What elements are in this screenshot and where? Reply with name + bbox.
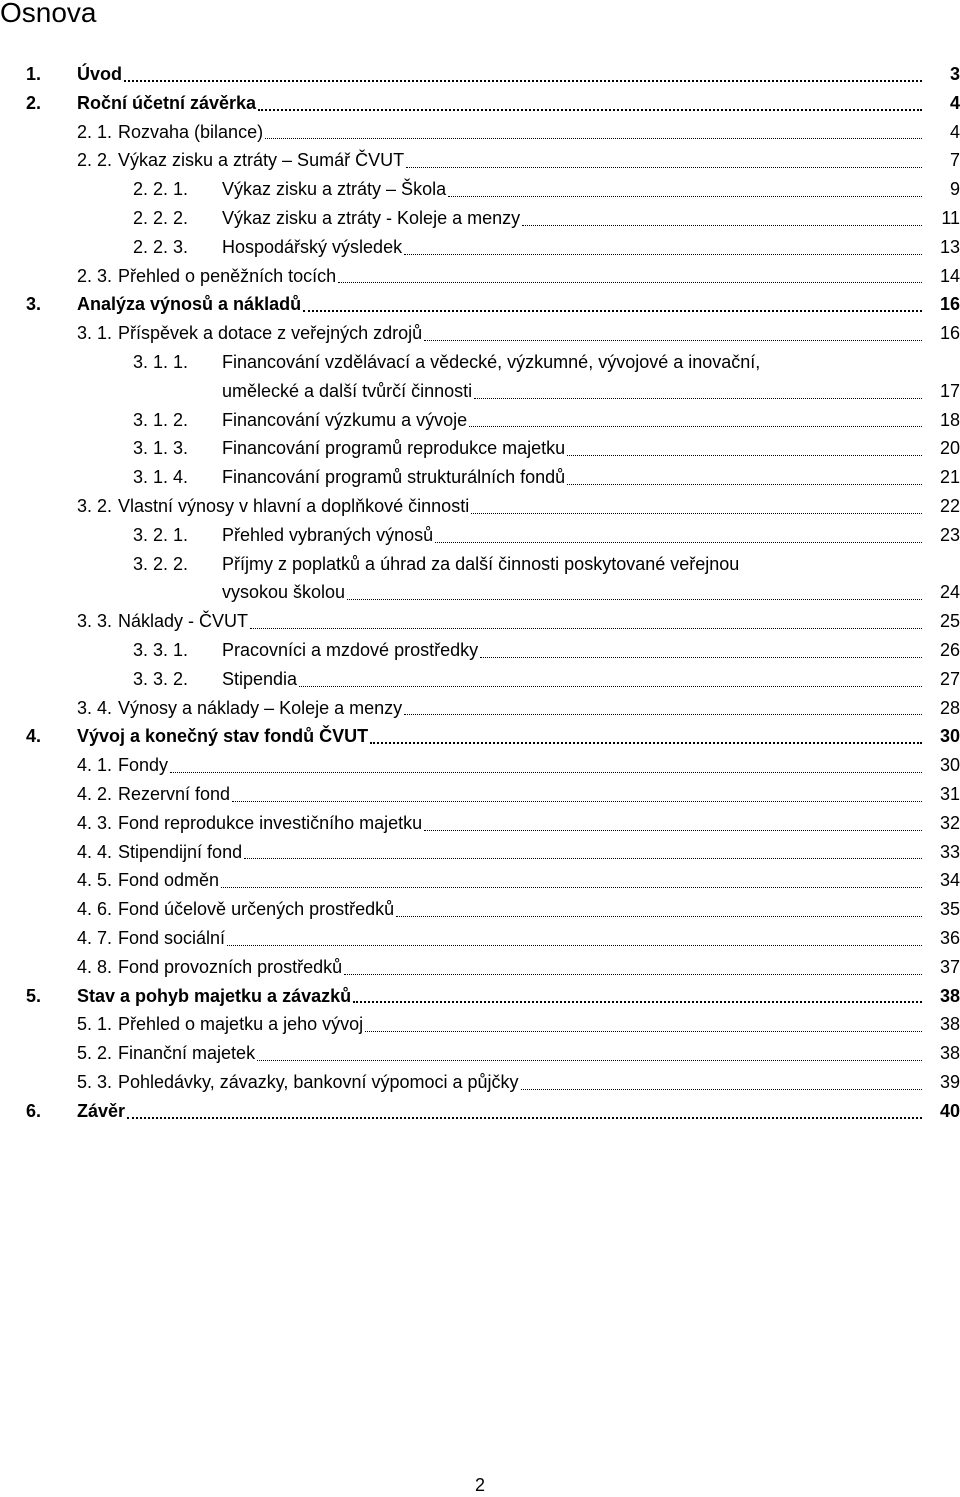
toc-entry[interactable]: [0, 982, 960, 1011]
toc-entry-label: Roční účetní závěrka: [77, 92, 257, 113]
toc-entry-page: 14: [939, 265, 960, 286]
toc-entry-title: [222, 233, 926, 262]
toc-entry-title: [222, 434, 926, 463]
dot-leader: [338, 282, 922, 283]
toc-entry-label: Fond provozních prostředků: [118, 956, 343, 977]
toc-entry-label: Výkaz zisku a ztráty – Sumář ČVUT: [118, 150, 405, 171]
toc-entry-page: 25: [939, 611, 960, 632]
toc-entry-page: 22: [939, 496, 960, 516]
toc-entry-label: Fond reprodukce investičního majetku: [118, 812, 423, 833]
toc-entry-number: 4. 5.: [77, 870, 113, 891]
toc-entry-page: 4: [949, 121, 960, 142]
toc-entry-title: [77, 60, 926, 89]
toc-entry[interactable]: [0, 406, 960, 435]
toc-entry-page: 21: [939, 467, 960, 488]
toc-entry-title: [222, 175, 926, 204]
toc-entry-label: Výnosy a náklady – Koleje a menzy: [118, 697, 403, 718]
toc-entry-page: 40: [939, 1100, 960, 1121]
toc-entry-label: Financování vzdělávací a vědecké, výzkumné, vývojové a inovační,: [222, 352, 761, 372]
toc-entry-number: 4. 7.: [77, 928, 113, 948]
toc-entry[interactable]: [0, 434, 960, 463]
toc-entry-page: 18: [939, 409, 960, 430]
toc-entry-label: Příjmy z poplatků a úhrad za další činnosti poskytované veřejnou: [222, 553, 740, 574]
toc-entry-title: [118, 809, 926, 838]
toc-entry-title: [77, 982, 926, 1011]
toc-entry-page: 30: [939, 755, 960, 776]
dot-leader: [396, 916, 922, 917]
toc-entry-number: 6.: [26, 1100, 42, 1121]
toc-entry-number: 4. 1.: [77, 755, 113, 776]
toc-entry-label: Hospodářský výsledek: [222, 236, 403, 257]
toc-entry-number: 3. 4.: [77, 697, 113, 718]
toc-entry-title: [118, 1068, 926, 1097]
toc-entry-label: Přehled o peněžních tocích: [118, 265, 337, 286]
toc-entry-number: 3. 2.: [77, 496, 113, 516]
toc-entry[interactable]: [0, 319, 960, 348]
dot-leader: [424, 340, 922, 341]
toc-entry-page: 32: [939, 812, 960, 833]
dot-leader: [474, 398, 922, 399]
dot-leader: [365, 1031, 922, 1032]
toc-entry-number: 2. 2. 1.: [133, 179, 189, 200]
toc-entry-number: 3.: [26, 294, 42, 315]
dot-leader: [257, 1060, 922, 1061]
toc-entry-page: 27: [939, 668, 960, 689]
toc-entry[interactable]: [0, 895, 960, 924]
toc-entry-title: [118, 1039, 926, 1068]
toc-entry-title: [222, 636, 926, 665]
dot-leader: [404, 254, 922, 255]
dot-leader: [265, 138, 922, 139]
toc-entry-title: [222, 377, 926, 406]
toc-entry-title: [118, 838, 926, 867]
dot-leader: [448, 196, 922, 197]
toc-entry-label: Rezervní fond: [118, 784, 231, 804]
toc-entry-number: 3. 2. 1.: [133, 524, 189, 545]
toc-entry-label: Výkaz zisku a ztráty - Koleje a menzy: [222, 208, 521, 228]
toc-entry[interactable]: [0, 492, 960, 521]
toc-entry-number: 3. 1. 3.: [133, 438, 189, 459]
toc-entry[interactable]: [0, 866, 960, 895]
toc-entry-title: [118, 607, 926, 636]
toc-entry-label-continuation: vysokou školou: [222, 582, 346, 603]
dot-leader: [250, 628, 922, 629]
toc-entry-title: [222, 348, 926, 377]
toc-entry-label: Výkaz zisku a ztráty – Škola: [222, 179, 447, 200]
toc-entry-number: 2. 3.: [77, 265, 113, 286]
toc-entry[interactable]: [0, 780, 960, 809]
toc-entry-label: Fond účelově určených prostředků: [118, 899, 395, 920]
dot-leader: [299, 686, 922, 687]
dot-leader: [471, 513, 922, 514]
toc-entry-label: Rozvaha (bilance): [118, 121, 264, 142]
toc-entry-label: Analýza výnosů a nákladů: [77, 294, 302, 315]
toc-entry-page: 16: [939, 294, 960, 315]
dot-leader: [244, 858, 922, 859]
dot-leader: [521, 1089, 922, 1090]
page-title: Osnova: [0, 0, 97, 28]
dot-leader: [567, 455, 922, 456]
toc-entry-number: 1.: [26, 64, 42, 84]
toc-entry-title: [222, 406, 926, 435]
toc-entry-page: 30: [939, 726, 960, 747]
toc-entry-number: 5. 3.: [77, 1072, 113, 1092]
toc-entry-label: Stav a pohyb majetku a závazků: [77, 985, 352, 1006]
dot-leader: [406, 167, 922, 168]
toc-entry-page: 31: [939, 784, 960, 804]
toc-entry[interactable]: [0, 463, 960, 492]
toc-entry[interactable]: [0, 607, 960, 636]
toc-entry[interactable]: [0, 118, 960, 147]
toc-entry-page: 11: [941, 208, 960, 228]
toc-entry-label: Úvod: [77, 64, 122, 84]
toc-entry-page: 13: [939, 236, 960, 257]
toc-entry-label: Stipendijní fond: [118, 841, 243, 862]
toc-entry-page: 4: [949, 92, 960, 113]
toc-entry-number: 2. 2. 3.: [133, 236, 189, 257]
toc-entry-title: [118, 492, 926, 521]
toc-entry[interactable]: [0, 550, 960, 579]
dot-leader: [232, 801, 922, 802]
toc-entry[interactable]: [0, 722, 960, 751]
toc-entry[interactable]: [0, 175, 960, 204]
toc-entry-label-continuation: umělecké a další tvůrčí činnosti: [222, 380, 473, 401]
toc-entry-label: Fondy: [118, 755, 169, 776]
toc-entry-number: 2.: [26, 92, 42, 113]
toc-entry-title: [118, 895, 926, 924]
toc-entry-number: 4. 3.: [77, 812, 113, 833]
toc-entry-page: 38: [939, 1014, 960, 1035]
page-number: 2: [474, 1475, 485, 1495]
dot-leader: [127, 1117, 922, 1119]
toc-entry-page: 38: [939, 1043, 960, 1064]
toc-entry-title: [77, 1097, 926, 1126]
toc-entry-label: Vývoj a konečný stav fondů ČVUT: [77, 726, 369, 747]
toc-entry[interactable]: [0, 1068, 960, 1097]
toc-entry[interactable]: [0, 348, 960, 377]
toc-entry-page: 36: [939, 928, 960, 948]
toc-entry-page: 39: [939, 1072, 960, 1092]
toc-entry-page: 37: [939, 956, 960, 977]
dot-leader: [124, 80, 922, 82]
toc-entry-number: 3. 1. 2.: [133, 409, 189, 430]
toc-entry-number: 4.: [26, 726, 42, 747]
dot-leader: [227, 945, 922, 946]
toc-entry-page: 23: [939, 524, 960, 545]
toc-entry-title: [222, 550, 926, 579]
dot-leader: [344, 974, 922, 975]
toc-entry-title: [118, 751, 926, 780]
toc-entry-number: 5. 1.: [77, 1014, 113, 1035]
toc-entry-label: Přehled vybraných výnosů: [222, 524, 434, 545]
toc-entry-title: [118, 1010, 926, 1039]
toc-entry[interactable]: [0, 694, 960, 723]
dot-leader: [258, 109, 922, 111]
toc-entry-page: 35: [939, 899, 960, 920]
toc-entry-label: Fond sociální: [118, 928, 226, 948]
toc-entry-label: Vlastní výnosy v hlavní a doplňkové činnosti: [118, 496, 470, 516]
toc-entry-label: Příspěvek a dotace z veřejných zdrojů: [118, 323, 423, 344]
toc-entry[interactable]: [0, 1010, 960, 1039]
toc-entry-page: 26: [939, 640, 960, 660]
dot-leader: [469, 426, 922, 427]
toc-entry-title: [118, 780, 926, 809]
toc-entry-label: Stipendia: [222, 668, 298, 689]
toc-entry-label: Náklady - ČVUT: [118, 611, 249, 632]
toc-entry-number: 5. 2.: [77, 1043, 113, 1064]
dot-leader: [370, 742, 922, 744]
toc-entry[interactable]: [0, 665, 960, 694]
toc-entry-title: [118, 146, 926, 175]
toc-entry[interactable]: [0, 262, 960, 291]
toc-entry-label: Fond odměn: [118, 870, 220, 891]
toc-entry-title: [118, 262, 926, 291]
toc-entry-page: 3: [949, 64, 960, 84]
toc-entry-label: Přehled o majetku a jeho vývoj: [118, 1014, 364, 1035]
toc-entry-title: [77, 722, 926, 751]
toc-entry-title: [118, 319, 926, 348]
toc-entry-page: 9: [949, 179, 960, 200]
toc-entry-page: 33: [939, 841, 960, 862]
toc-entry-page: 34: [939, 870, 960, 891]
toc-entry-number: 3. 1.: [77, 323, 113, 344]
toc-entry-page: 16: [939, 323, 960, 344]
toc-entry-number: 2. 2. 2.: [133, 208, 189, 228]
toc-entry-page: 38: [939, 985, 960, 1006]
toc-entry-title: [222, 578, 926, 607]
toc-entry-title: [118, 118, 926, 147]
toc-entry-number: 2. 1.: [77, 121, 113, 142]
dot-leader: [435, 542, 922, 543]
toc-entry-number: 2. 2.: [77, 150, 113, 171]
toc-entry-label: Pohledávky, závazky, bankovní výpomoci a půjčky: [118, 1072, 519, 1092]
dot-leader: [480, 657, 922, 658]
toc-entry-number: 4. 4.: [77, 841, 113, 862]
toc-entry-number: 4. 2.: [77, 784, 113, 804]
dot-leader: [353, 1001, 922, 1003]
toc-entry-number: 4. 6.: [77, 899, 113, 920]
dot-leader: [404, 714, 922, 715]
toc-entry-page: 24: [939, 582, 960, 603]
toc-entry-number: 5.: [26, 985, 42, 1006]
toc-entry-number: 4. 8.: [77, 956, 113, 977]
dot-leader: [303, 310, 922, 312]
toc-entry[interactable]: [0, 751, 960, 780]
toc-entry-page: 7: [949, 150, 960, 171]
toc-entry-label: Závěr: [77, 1100, 126, 1121]
toc-entry[interactable]: [0, 233, 960, 262]
dot-leader: [522, 225, 922, 226]
dot-leader: [347, 599, 922, 600]
toc-entry-label: Financování programů reprodukce majetku: [222, 438, 566, 459]
toc-entry-title: [222, 463, 926, 492]
toc-entry[interactable]: [0, 809, 960, 838]
toc-entry-number: 3. 1. 4.: [133, 467, 189, 488]
toc-entry-title: [222, 204, 926, 233]
toc-entry[interactable]: [0, 146, 960, 175]
toc-entry-title: [118, 694, 926, 723]
toc-entry-number: 3. 1. 1.: [133, 352, 189, 372]
toc-entry-page: 17: [939, 380, 960, 401]
toc-entry[interactable]: [0, 204, 960, 233]
toc-entry-continuation: [0, 377, 960, 406]
toc-entry[interactable]: [0, 89, 960, 118]
toc-entry-page: 20: [939, 438, 960, 459]
toc-entry-title: [77, 89, 926, 118]
toc-entry-label: Financování výzkumu a vývoje: [222, 409, 468, 430]
toc-entry[interactable]: [0, 1039, 960, 1068]
toc-entry[interactable]: [0, 60, 960, 89]
toc-entry[interactable]: [0, 1097, 960, 1126]
toc-entry-label: Pracovníci a mzdové prostředky: [222, 640, 479, 660]
toc-entry-number: 3. 2. 2.: [133, 553, 189, 574]
toc-entry-title: [118, 924, 926, 953]
dot-leader: [170, 772, 922, 773]
dot-leader: [221, 887, 922, 888]
toc-entry-title: [222, 521, 926, 550]
toc-entry-label: Financování programů strukturálních fondů: [222, 467, 566, 488]
toc-entry[interactable]: [0, 953, 960, 982]
toc-entry-number: 3. 3. 2.: [133, 668, 189, 689]
toc-entry-title: [118, 866, 926, 895]
toc-entry-title: [77, 290, 926, 319]
toc-entry[interactable]: [0, 636, 960, 665]
toc-entry-label: Finanční majetek: [118, 1043, 256, 1064]
toc-entry-title: [222, 665, 926, 694]
toc-entry[interactable]: [0, 838, 960, 867]
toc-entry-number: 3. 3.: [77, 611, 113, 632]
toc-entry[interactable]: [0, 521, 960, 550]
toc-entry-number: 3. 3. 1.: [133, 640, 189, 660]
toc-entry[interactable]: [0, 290, 960, 319]
toc-entry-title: [118, 953, 926, 982]
toc-entry[interactable]: [0, 924, 960, 953]
dot-leader: [424, 830, 922, 831]
dot-leader: [567, 484, 922, 485]
toc-entry-page: 28: [939, 697, 960, 718]
toc-entry-continuation: [0, 578, 960, 607]
